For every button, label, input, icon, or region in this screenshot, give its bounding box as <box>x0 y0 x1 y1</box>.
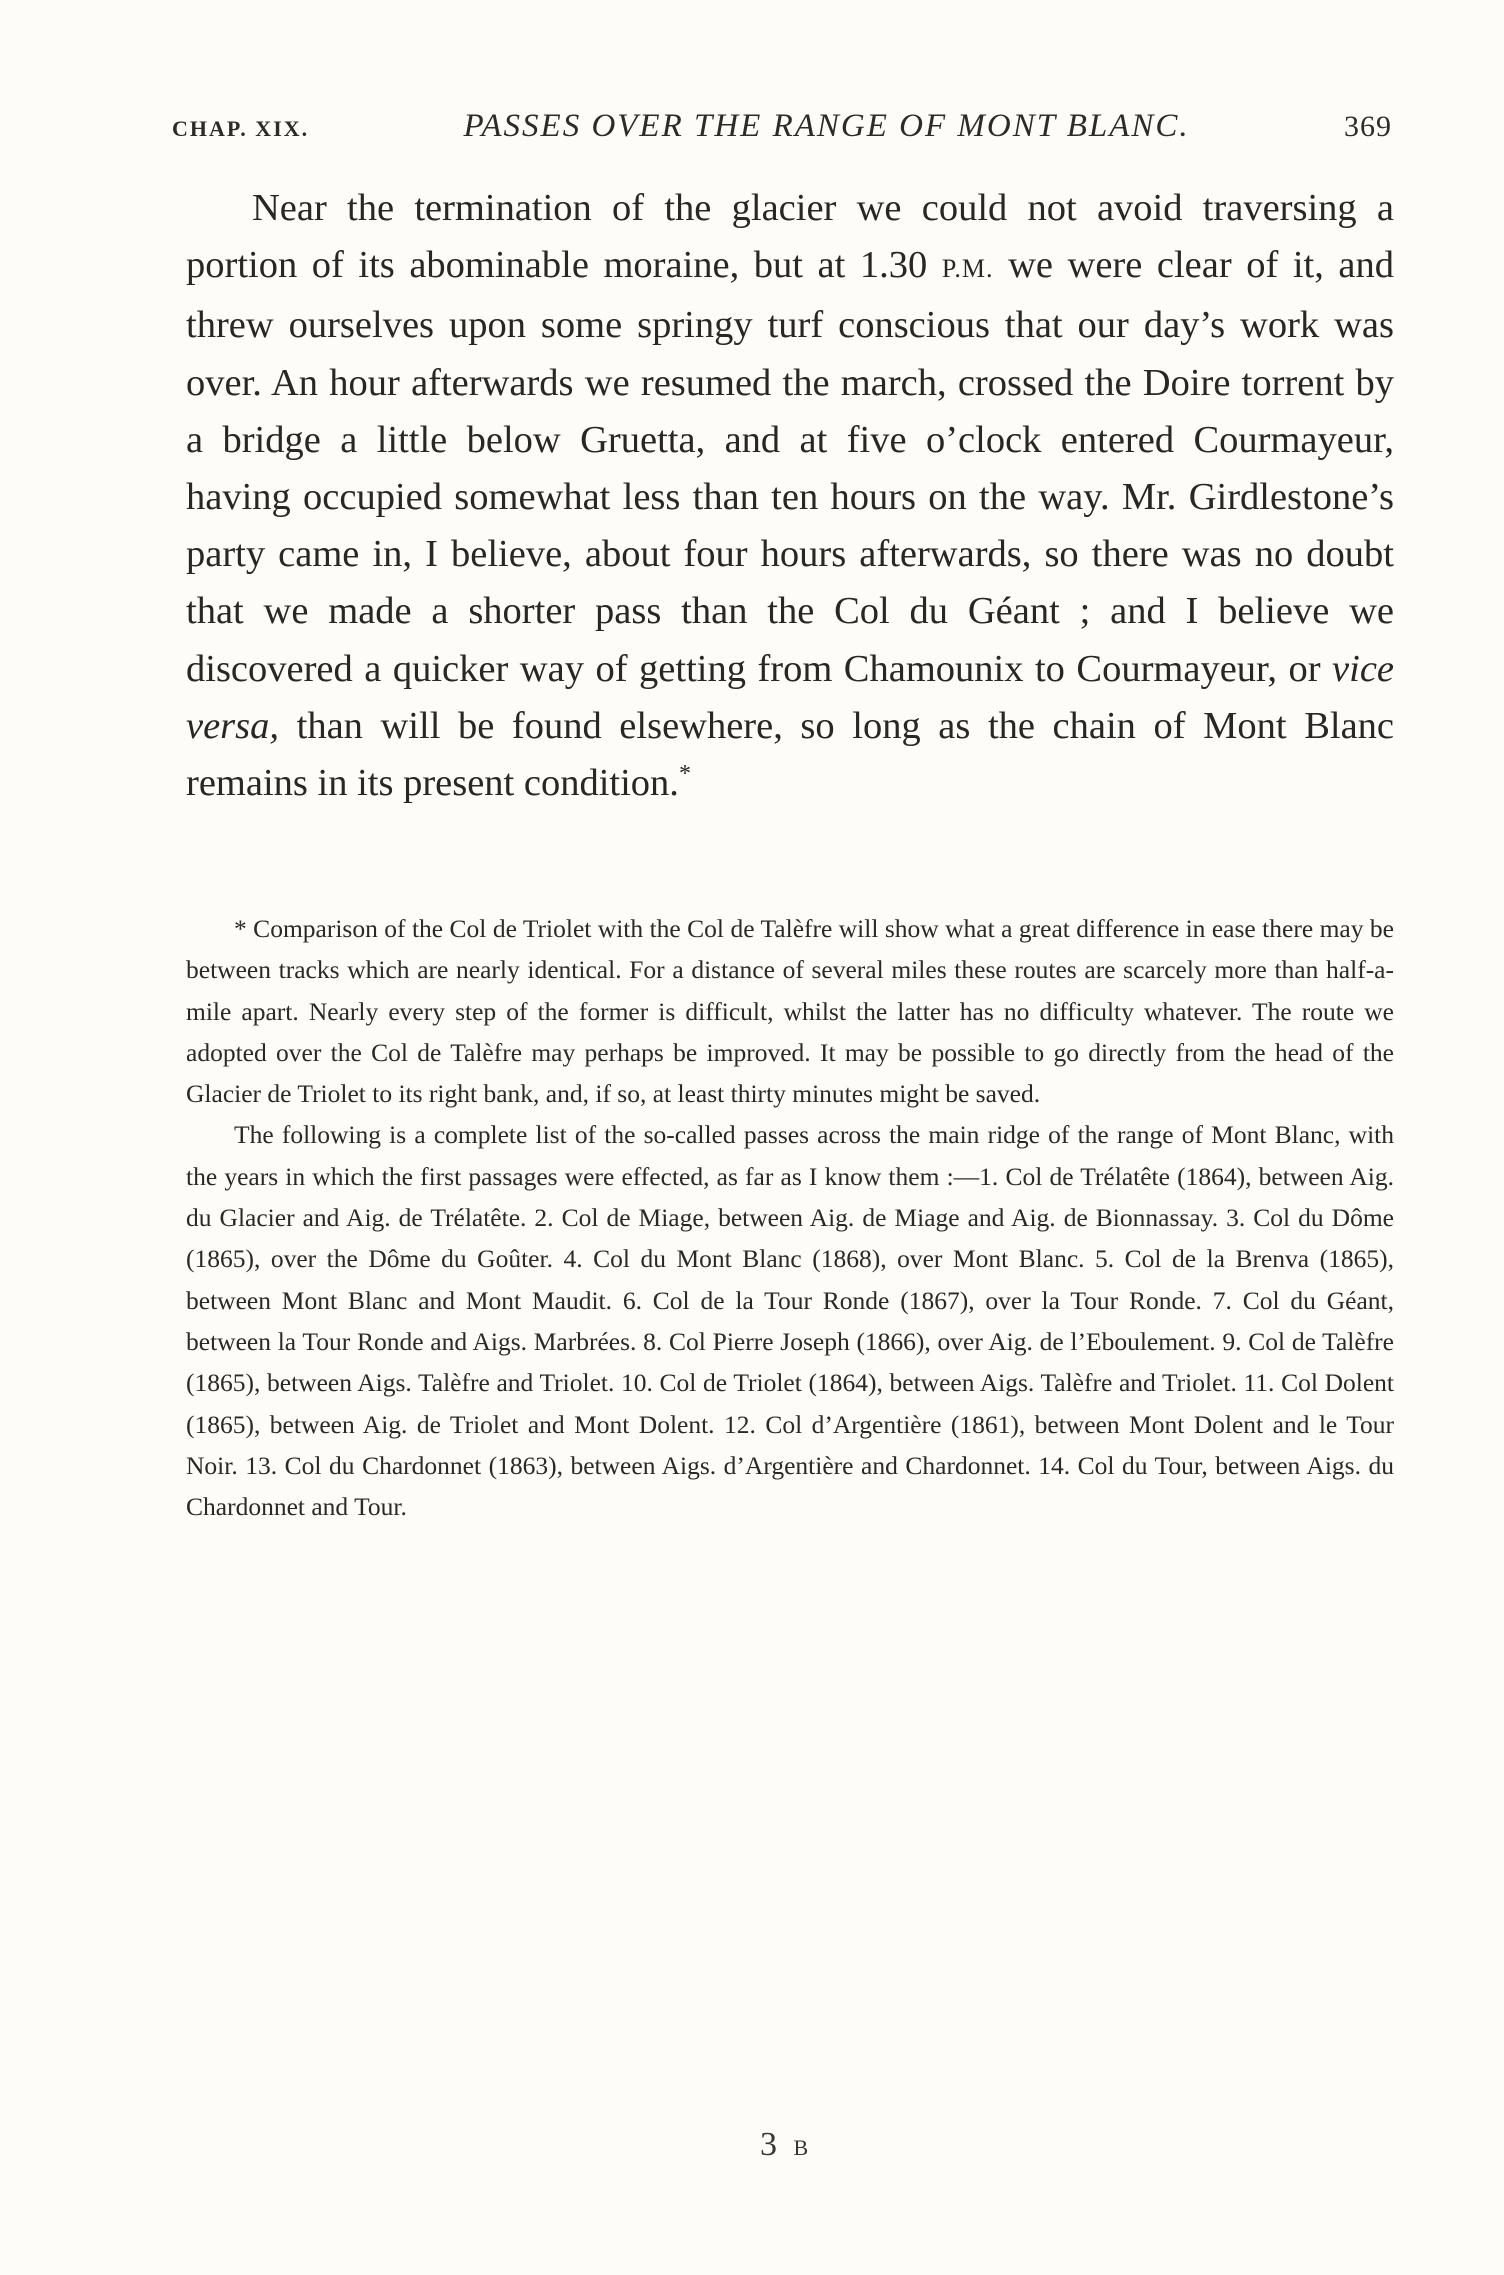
running-title: PASSES OVER THE RANGE OF MONT BLANC. <box>463 108 1190 144</box>
page-number: 369 <box>1344 110 1392 143</box>
signature-letter: B <box>793 2135 813 2160</box>
paragraph-text-3: than will be found elsewhere, so long as the chain of Mont Blanc remains in its present condition. <box>186 704 1394 805</box>
main-paragraph <box>186 180 1394 812</box>
footnote-pass-list: The following is a complete list of the so-called passes across the main ridge of the range of Mont Blanc, with the years in which the first passages were effected, as far as I know them :—1. Col de Trélatête (1864), between Aig. du Glacier and Aig. de Trélatête. 2. Col de Miage, between Aig. de Miage and Aig. de Bionnassay. 3. Col du Dôme (1865), over the Dôme du Goûter. 4. Col du Mont Blanc (1868), over Mont Blanc. 5. Col de la Brenva (1865), between Mont Blanc and Mont Maudit. 6. Col de la Tour Ronde (1867), over la Tour Ronde. 7. Col du Géant, between la Tour Ronde and Aigs. Marbrées. 8. Col Pierre Joseph (1866), over Aig. de l’Eboulement. 9. Col de Talèfre (1865), between Aigs. Talèfre and Triolet. 10. Col de Triolet (1864), between Aigs. Talèfre and Triolet. 11. Col Dolent (1865), between Aig. de Triolet and Mont Dolent. 12. Col d’Argentière (1861), between Mont Dolent and le Tour Noir. 13. Col du Chardonnet (1863), between Aigs. d’Argentière and Chardonnet. 14. Col du Tour, between Aigs. du Chardonnet and Tour. <box>186 1120 1394 1522</box>
paragraph-text-2: we were clear of it, and threw ourselves upon some springy turf conscious that our day’s work was over. An hour afterwards we resumed the march, crossed the Doire torrent by a bridge a little below Gruetta, and at five o’clock entered Courmayeur, having occupied somewhat less than ten hours on the way. Mr. Girdlestone’s party came in, I believe, about four hours afterwards, so there was no doubt that we made a shorter pass than the Col du Géant ; and I believe we discovered a quicker way of getting from Chamounix to Courmayeur, or <box>186 244 1395 690</box>
signature-number: 3 <box>760 2126 781 2163</box>
italic-phrase: vice versa, <box>186 647 1394 747</box>
paragraph-text-1: Near the termination of the glacier we could not avoid traversing a portion of its abominable moraine, but at 1.30 <box>186 187 1394 287</box>
footnote-marker: * <box>678 761 691 788</box>
chapter-label: CHAP. XIX. <box>172 116 310 141</box>
running-head <box>172 108 1392 148</box>
footnote-comparison: * Comparison of the Col de Triolet with the Col de Talèfre will show what a great difference in ease there may be between tracks which are nearly identical. For a distance of several miles these routes are scarcely more than half-a-mile apart. Nearly every step of the former is difficult, whilst the latter has no difficulty whatever. The route we adopted over the Col de Talèfre may perhaps be improved. It may be possible to go directly from the head of the Glacier de Triolet to its right bank, and, if so, at least thirty minutes might be saved. <box>186 914 1394 1109</box>
signature-mark <box>760 2126 812 2164</box>
pm-abbreviation: P.M. <box>941 254 994 284</box>
footnotes <box>186 908 1394 1527</box>
